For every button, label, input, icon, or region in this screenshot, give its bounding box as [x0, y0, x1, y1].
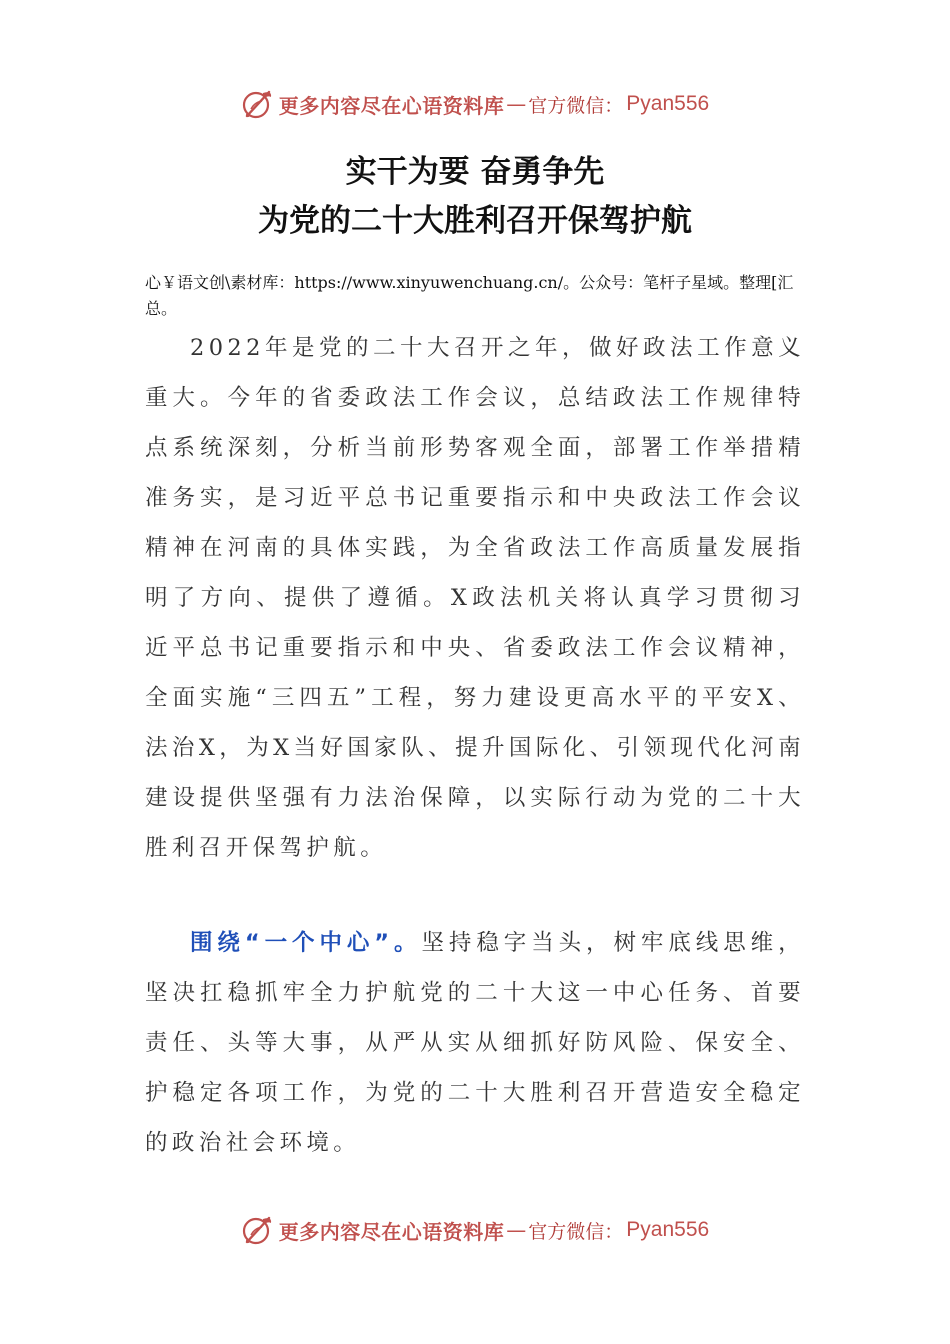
banner-wechat-label: 官方微信：: [528, 1220, 624, 1243]
banner-slogan: 更多内容尽在心语资料库: [278, 93, 505, 118]
banner-wechat-id: Pyan556: [626, 1218, 710, 1241]
banner-separator: —: [506, 92, 527, 116]
footer-banner: [0, 1210, 950, 1250]
quill-pen-logo-icon: [241, 87, 275, 121]
section-heading-one-center: 围绕“一个中心”。: [190, 930, 422, 956]
banner-wechat-id: Pyan556: [626, 92, 710, 115]
quill-pen-logo-icon: [241, 1213, 275, 1247]
body-paragraph-2: [145, 918, 805, 1168]
document-title-line-1: 实干为要 奋勇争先: [345, 154, 605, 190]
body-paragraph-2-text: 坚持稳字当头，树牢底线思维，坚决扛稳抓牢全力护航党的二十大这一中心任务、首要责任、头等大事，从严从实从细抓好防风险、保安全、护稳定各项工作，为党的二十大胜利召开营造安全稳定的政治社会环境。: [145, 930, 805, 1156]
banner-wechat-label: 官方微信：: [528, 94, 624, 117]
source-note: 心￥语文创\素材库：https://www.xinyuwenchuang.cn/。公众号：笔杆子星域。整理[汇总。: [145, 273, 794, 318]
header-banner: [0, 84, 950, 124]
document-title-line-2: 为党的二十大胜利召开保驾护航: [258, 203, 692, 239]
body-paragraph-1: 2022年是党的二十大召开之年，做好政法工作意义重大。今年的省委政法工作会议，总结政法工作规律特点系统深刻，分析当前形势客观全面，部署工作举措精准务实，是习近平总书记重要指示和中央政法工作会议精神在河南的具体实践，为全省政法工作高质量发展指明了方向、提供了遵循。X政法机关将认真学习贯彻习近平总书记重要指示和中央、省委政法工作会议精神，全面实施“三四五”工程，努力建设更高水平的平安X、法治X，为X当好国家队、提升国际化、引领现代化河南建设提供坚强有力法治保障，以实际行动为党的二十大胜利召开保驾护航。: [145, 335, 805, 861]
banner-slogan: 更多内容尽在心语资料库: [278, 1219, 505, 1244]
banner-separator: —: [506, 1218, 527, 1242]
